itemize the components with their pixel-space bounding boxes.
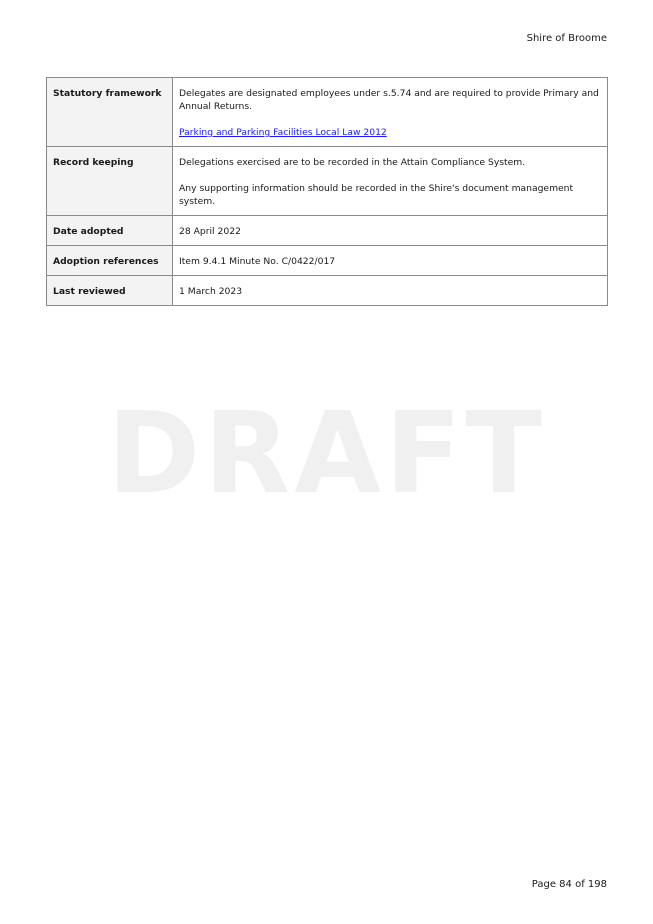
table-row-last-reviewed — [47, 276, 608, 306]
header-organisation: Shire of Broome — [526, 33, 607, 44]
statutory-framework-label: Statutory framework — [47, 78, 173, 147]
statutory-framework-text: Delegates are designated employees under s.5.74 and are required to provide Primary and Annual Returns. — [179, 88, 599, 112]
table-row-adoption-references — [47, 246, 608, 276]
last-reviewed-value: 1 March 2023 — [173, 276, 608, 306]
date-adopted-value: 28 April 2022 — [173, 216, 608, 246]
statutory-framework-value — [173, 78, 608, 147]
record-keeping-line-1: Delegations exercised are to be recorded in the Attain Compliance System. — [179, 157, 526, 168]
table-row-date-adopted — [47, 216, 608, 246]
adoption-references-value: Item 9.4.1 Minute No. C/0422/017 — [173, 246, 608, 276]
draft-watermark: DRAFT — [107, 389, 546, 519]
date-adopted-label: Date adopted — [47, 216, 173, 246]
page-number: Page 84 of 198 — [531, 879, 607, 890]
last-reviewed-label: Last reviewed — [47, 276, 173, 306]
table-row-record-keeping — [47, 147, 608, 216]
delegation-details-table — [46, 77, 608, 306]
local-law-link[interactable]: Parking and Parking Facilities Local Law 2012 — [179, 127, 387, 138]
adoption-references-label: Adoption references — [47, 246, 173, 276]
record-keeping-label: Record keeping — [47, 147, 173, 216]
table-row-statutory-framework — [47, 78, 608, 147]
record-keeping-value — [173, 147, 608, 216]
record-keeping-line-2: Any supporting information should be recorded in the Shire's document management system. — [179, 183, 574, 207]
